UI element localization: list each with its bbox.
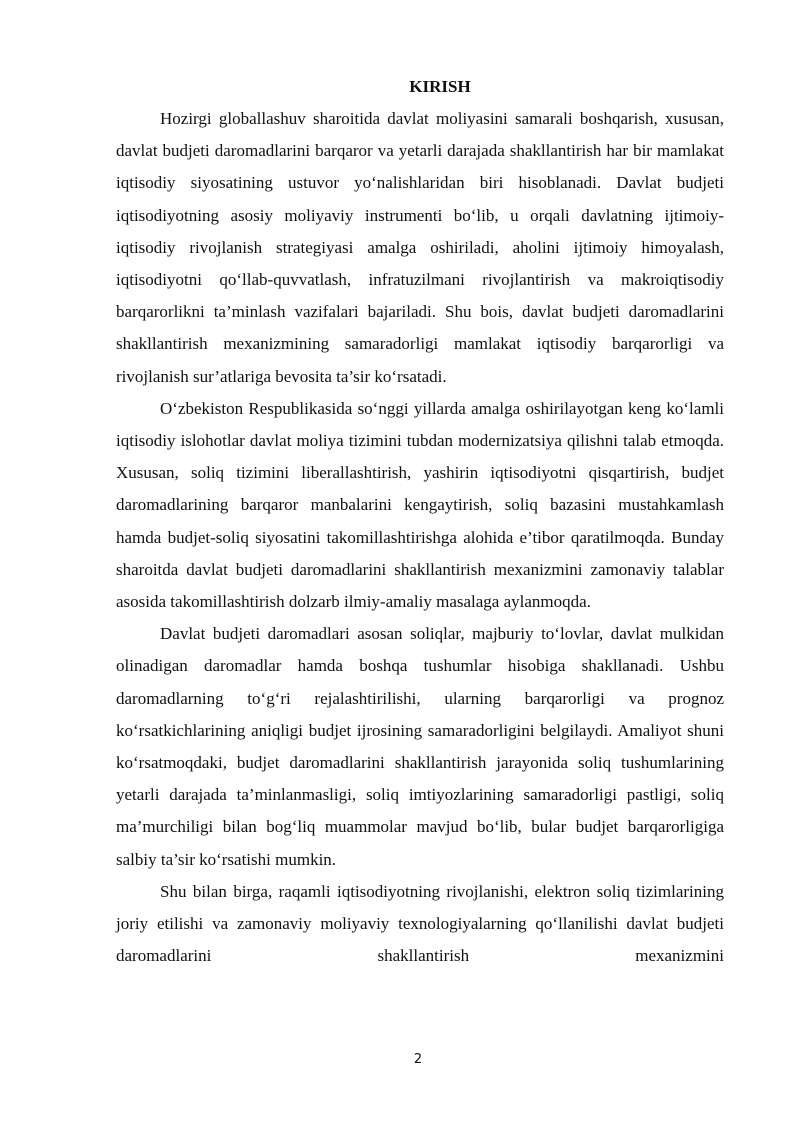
section-title: KIRISH [409, 77, 471, 96]
paragraph-4: Shu bilan birga, raqamli iqtisodiyotning rivojlanishi, elektron soliq tizimlarining joriy etilishi va zamonaviy moliyaviy texnologiyalarning qo‘llanilishi davlat budjeti daromadlarini shakllantirish mexanizmini [116, 881, 724, 966]
page-number: 2 [413, 1052, 423, 1067]
paragraph-2: O‘zbekiston Respublikasida so‘nggi yillarda amalga oshirilayotgan keng ko‘lamli iqtisodiy islohotlar davlat moliya tizimini tubdan modernizatsiya qilishni talab etmoqda. Xususan, soliq tizimini liberallashtirish, yashirin iqtisodiyotni qisqartirish, budjet daromadlarining barqaror manbalarini kengaytirish, soliq bazasini mustahkamlash hamda budjet-soliq siyosatini takomillashtirishga alohida e’tibor qaratilmoqda. Bunday sharoitda davlat budjeti daromadlarini shakllantirish mexanizmini zamonaviy talablar asosida takomillashtirish dolzarb ilmiy-amaliy masalaga aylanmoqda. [116, 398, 724, 612]
paragraph-3: Davlat budjeti daromadlari asosan soliqlar, majburiy to‘lovlar, davlat mulkidan olinadigan daromadlar hamda boshqa tushumlar hisobiga shakllanadi. Ushbu daromadlarning to‘g‘ri rejalashtirilishi, ularning barqarorligi va prognoz ko‘rsatkichlarining aniqligi budjet ijrosining samaradorligini belgilaydi. Amaliyot shuni ko‘rsatmoqdaki, budjet daromadlarini shakllantirish jarayonida soliq tushumlarining yetarli darajada ta’minlanmasligi, soliq imtiyozlarining samaradorligi pastligi, soliq ma’murchiligi bilan bog‘liq muammolar mavjud bo‘lib, bular budjet barqarorligiga salbiy ta’sir ko‘rsatishi mumkin. [116, 624, 724, 869]
paragraph-1: Hozirgi globallashuv sharoitida davlat moliyasini samarali boshqarish, xususan, davlat budjeti daromadlarini barqaror va yetarli darajada shakllantirish har bir mamlakat iqtisodiy siyosatining ustuvor yo‘nalishlaridan biri hisoblanadi. Davlat budjeti iqtisodiyotning asosiy moliyaviy instrumenti bo‘lib, u orqali davlatning ijtimoiy-iqtisodiy rivojlanish strategiyasi amalga oshiriladi, aholini ijtimoiy himoyalash, iqtisodiyotni qo‘llab-quvvatlash, infratuzilmani rivojlantirish va makroiqtisodiy barqarorlikni ta’minlash vazifalari bajariladi. Shu bois, davlat budjeti daromadlarini shakllantirish mexanizmining samaradorligi mamlakat iqtisodiy barqarorligi va rivojlanish sur’atlariga bevosita ta’sir ko‘rsatadi. [116, 109, 724, 386]
page-content [116, 76, 724, 972]
